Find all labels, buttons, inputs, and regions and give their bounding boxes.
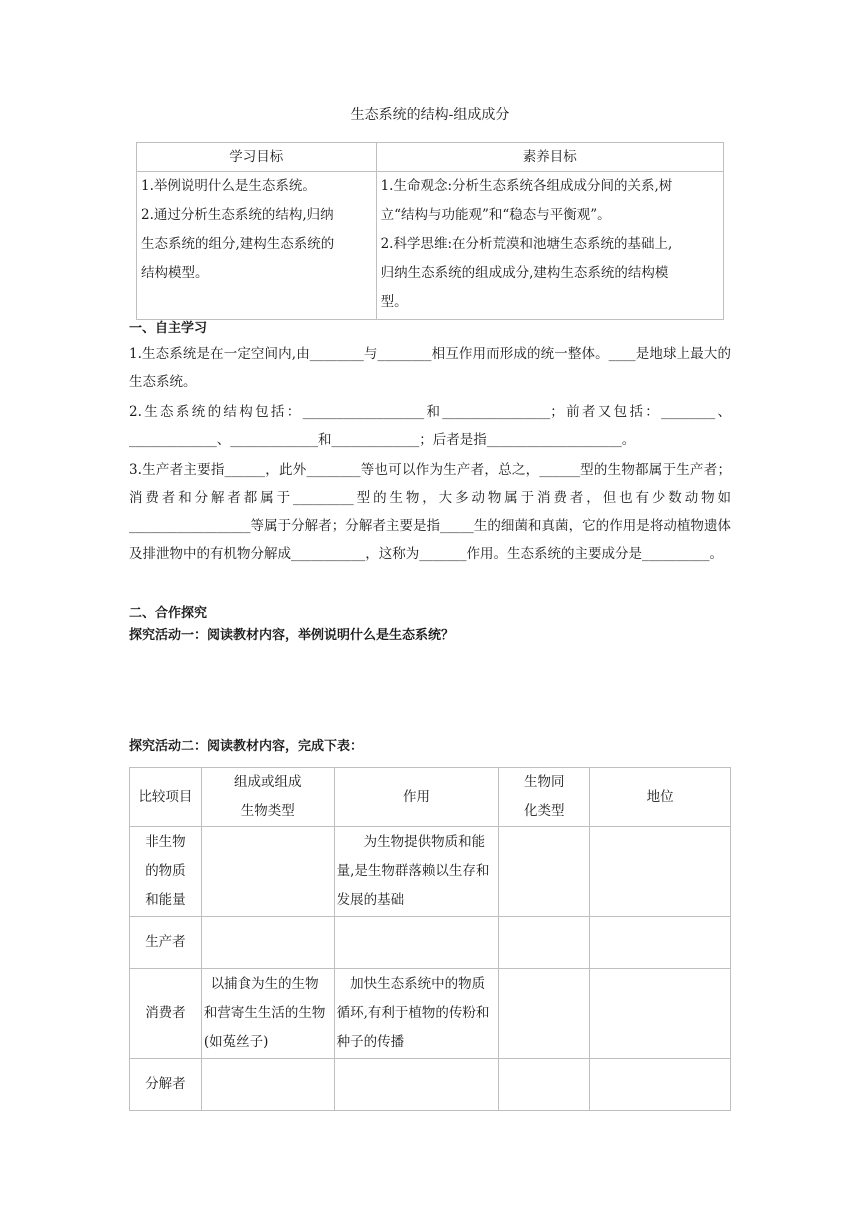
question-3: 3.生产者主要指______，此外________等也可以作为生产者，总之，______型的生物都属于生产者；消费者和分解者都属于_________型的生物，大多动物属于消费者，但也有少数动物如__________________等属于分解者；分解者主要是指_____生的细菌和真菌，它的作用是将动植物遗体及排泄物中的有机物分解成___________，这称为_______作用。生态系统的主要成分是__________。 [129,462,731,562]
literacy-goal-line: 型。 [380,294,408,310]
goals-header-learning: 学习目标 [137,143,377,172]
cell-role[interactable] [334,1059,499,1111]
literacy-goal-line: 2.科学思维:在分析荒漠和池塘生态系统的基础上, [380,236,673,252]
literacy-goal-line: 归纳生态系统的组成成分,建构生态系统的结构模 [380,265,669,281]
cell-assimilation[interactable] [499,917,590,969]
cell-role[interactable] [334,917,499,969]
cooperative-section [129,603,731,647]
learning-goal-line: 2.通过分析生态系统的结构,归纳 [141,207,334,223]
section-heading-cooperative: 二、合作探究 [129,606,208,621]
row-item-producer: 生产者 [130,917,202,969]
cell-assimilation[interactable] [499,1059,590,1111]
learning-goal-line: 结构模型。 [141,265,209,281]
header-type [201,768,334,827]
table-row [130,917,731,969]
table-row [130,1059,731,1111]
literacy-goal-line: 立“结构与功能观”和“稳态与平衡观”。 [380,207,611,223]
row-item-consumer: 消费者 [130,969,202,1059]
row-item-line: 非生物 [145,834,186,850]
comparison-table [129,767,731,1111]
literacy-goal-line: 1.生命观念:分析生态系统各组成成分间的关系,树 [380,178,673,194]
cell-assimilation[interactable] [499,827,590,917]
header-type-line: 生物类型 [240,803,295,819]
cell-status[interactable] [590,917,731,969]
header-assimilation [499,768,590,827]
cell-type[interactable] [201,827,334,917]
table-row [130,969,731,1059]
cell-assimilation[interactable] [499,969,590,1059]
header-role: 作用 [334,768,499,827]
learning-goal-line: 生态系统的组分,建构生态系统的 [141,236,335,252]
question-1: 1.生态系统是在一定空间内,由________与________相互作用而形成的统一整体。____是地球上最大的生态系统。 [129,346,731,390]
table-row [130,827,731,917]
cell-status[interactable] [590,1059,731,1111]
header-status: 地位 [590,768,731,827]
section-heading-self-study: 一、自主学习 [129,321,208,336]
header-assim-line: 生物同 [524,774,565,790]
question-2: 2.生态系统的结构包括：__________________和________________；前者又包括：________、_____________、_____________和_____________；后者是指____________________。 [129,404,731,448]
cell-role: 加快生态系统中的物质循环,有利于植物的传粉和种子的传播 [334,969,499,1059]
self-study-section [129,318,731,568]
cell-status[interactable] [590,969,731,1059]
header-assim-line: 化类型 [524,803,565,819]
goals-header-literacy: 素养目标 [376,143,723,172]
learning-goals-cell [137,172,377,320]
row-item-abiotic [130,827,202,917]
activity-1-prompt: 探究活动一：阅读教材内容，举例说明什么是生态系统？ [129,628,455,643]
row-item-decomposer: 分解者 [130,1059,202,1111]
cell-status[interactable] [590,827,731,917]
row-item-line: 的物质 [145,863,186,879]
header-item: 比较项目 [130,768,202,827]
cell-type: 以捕食为生的生物和营寄生生活的生物(如菟丝子) [201,969,334,1059]
page-title: 生态系统的结构-组成成分 [350,107,510,123]
cell-type[interactable] [201,1059,334,1111]
literacy-goals-cell [376,172,723,320]
row-item-line: 和能量 [145,892,186,908]
learning-goal-line: 1.举例说明什么是生态系统。 [141,178,316,194]
cell-role: 为生物提供物质和能量,是生物群落赖以生存和发展的基础 [334,827,499,917]
goals-table [136,142,724,320]
cell-type[interactable] [201,917,334,969]
activity-2-prompt: 探究活动二：阅读教材内容，完成下表： [129,739,364,754]
header-type-line: 组成或组成 [234,774,302,790]
